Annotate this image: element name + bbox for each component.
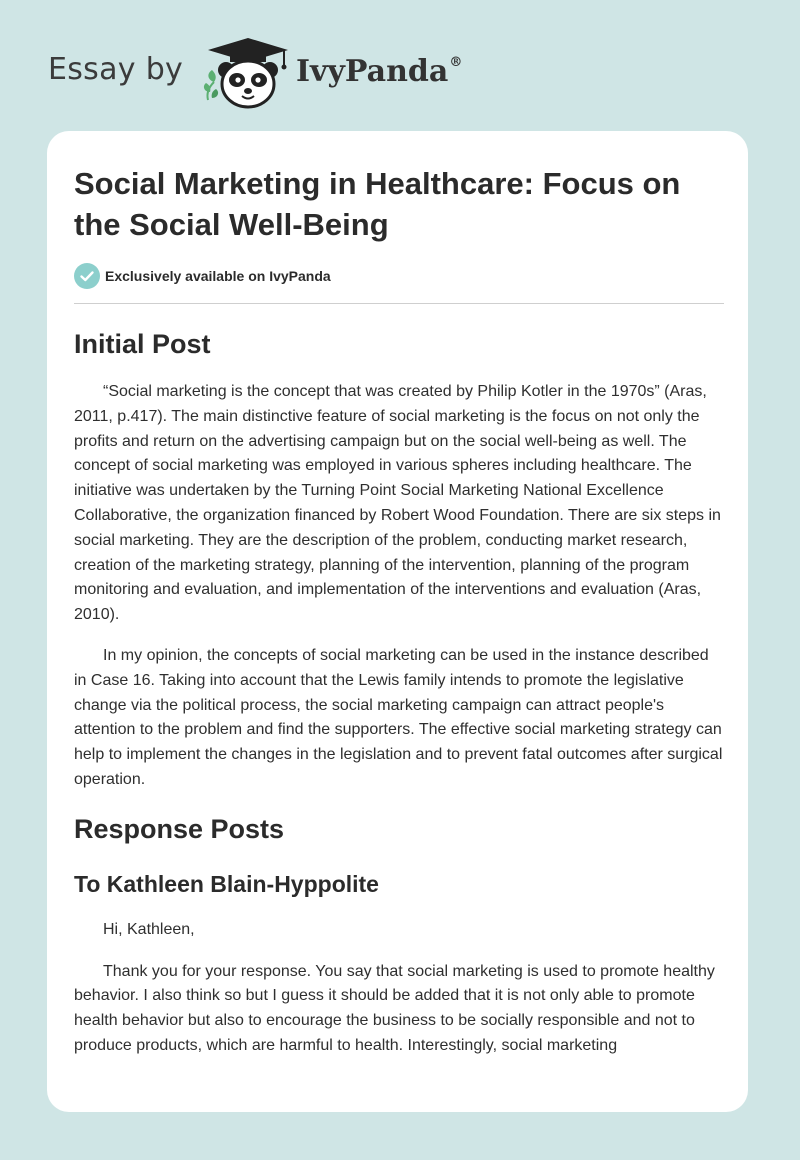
paragraph: Hi, Kathleen, [103, 920, 195, 938]
ivypanda-wordmark[interactable]: IvyPanda® [296, 54, 463, 89]
essay-card [47, 131, 748, 1112]
paragraph: Thank you for your response. You say that social marketing is used to promote healthy behavior. I also think so but I guess it should be added that it is not only able to promote health behavior but also to encourage the business to be socially responsible and not to produce products, which are harmful to health. Interestingly, social marketing [74, 962, 715, 1054]
subheading-kathleen: To Kathleen Blain-Hyppolite [74, 870, 379, 897]
exclusive-badge [74, 263, 724, 289]
essay-title: Social Marketing in Healthcare: Focus on the Social Well-Being [74, 166, 681, 242]
essay-by-label: Essay by [48, 52, 184, 87]
panda-logo-icon[interactable] [200, 36, 296, 110]
check-circle-icon [74, 263, 100, 289]
section-heading-initial-post: Initial Post [74, 329, 211, 359]
registered-mark: ® [449, 55, 463, 70]
paragraph: “Social marketing is the concept that was created by Philip Kotler in the 1970s” (Aras, 2011, p.417). The main distinctive feature of social marketing is the focus on not only the profits and return on the advertising campaign but on the social well-being as well. The concept of social marketing was employed in various spheres including healthcare. The initiative was undertaken by the Turning Point Social Marketing National Excellence Collaborative, the organization financed by Robert Wood Foundation. There are six steps in social marketing. They are the description of the problem, conducting market research, creation of the marketing strategy, planning of the intervention, planning of the program monitoring and evaluation, and implementation of the interventions and evaluation (Aras, 2010). [74, 383, 721, 624]
exclusive-label: Exclusively available on IvyPanda [105, 268, 331, 284]
title-divider [74, 303, 724, 304]
section-heading-response-posts: Response Posts [74, 813, 285, 844]
paragraph: In my opinion, the concepts of social marketing can be used in the instance described in Case 16. Taking into account that the Lewis family intends to promote the legislative change via the political process, the social marketing campaign can attract people's attention to the problem and find the supporters. The effective social marketing strategy can help to implement the changes in the legislation and to prevent fatal outcomes after surgical operation. [74, 646, 723, 788]
site-header [0, 0, 800, 130]
essay-body [74, 321, 724, 1059]
